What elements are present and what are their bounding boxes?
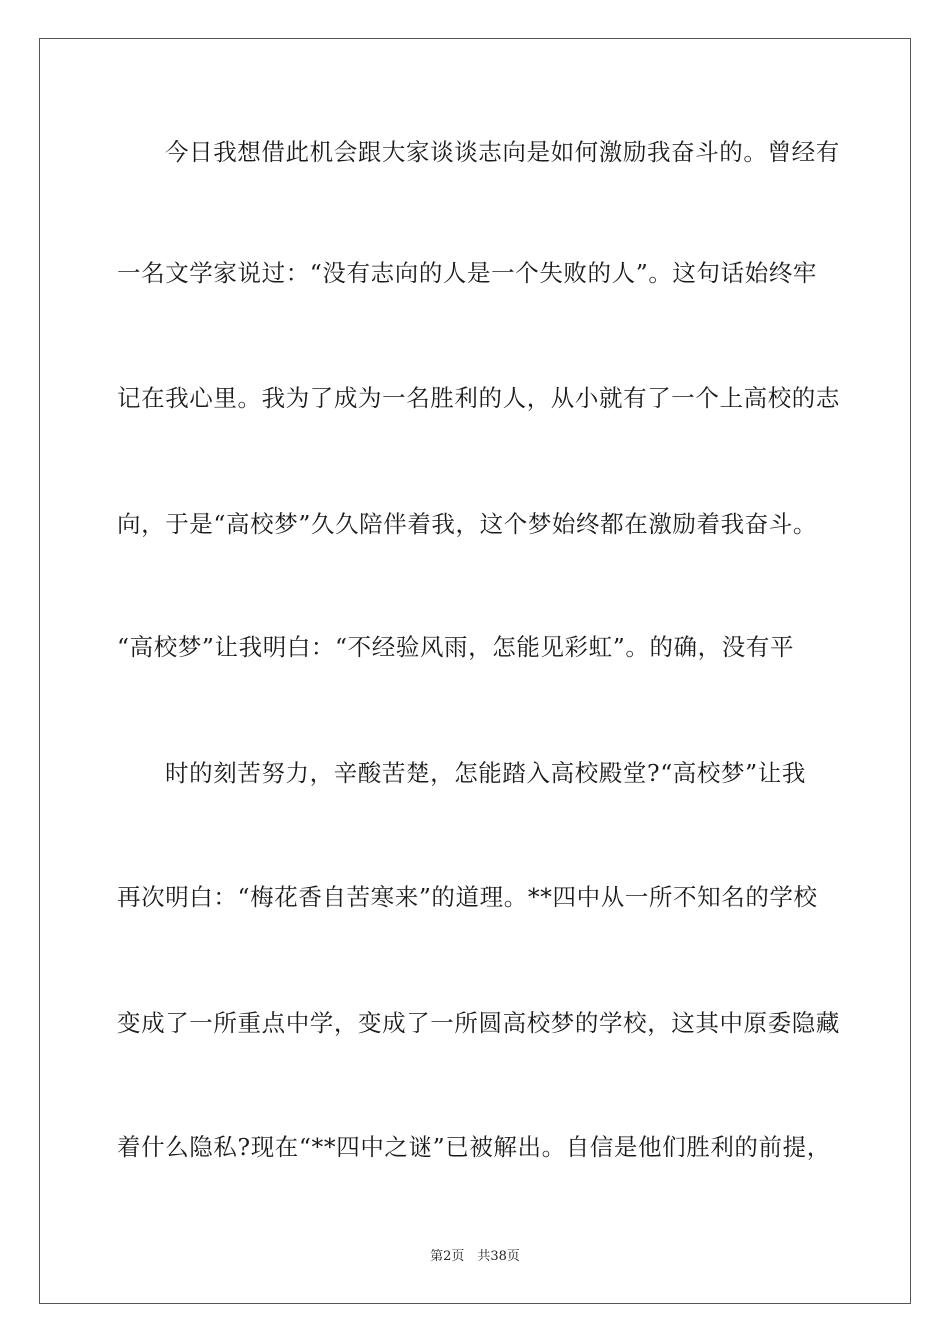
- text-line-5: “高校梦”让我明白：“不经验风雨，怎能见彩虹”。的确，没有平: [117, 633, 795, 661]
- text-line-4: 向，于是“高校梦”久久陪伴着我，这个梦始终都在激励着我奋斗。: [117, 510, 818, 538]
- text-line-8: 变成了一所重点中学，变成了一所圆高校梦的学校，这其中原委隐藏: [117, 1009, 840, 1037]
- text-line-7: 再次明白：“梅花香自苦寒来”的道理。**四中从一所不知名的学校: [117, 883, 818, 911]
- page-border: [39, 38, 911, 1304]
- text-line-1: 今日我想借此机会跟大家谈谈志向是如何激励我奋斗的。曾经有: [165, 138, 840, 166]
- text-line-6: 时的刻苦努力，辛酸苦楚，怎能踏入高校殿堂?“高校梦”让我: [165, 759, 806, 787]
- text-line-3: 记在我心里。我为了成为一名胜利的人，从小就有了一个上高校的志: [117, 384, 840, 412]
- text-line-9: 着什么隐私?现在“**四中之谜”已被解出。自信是他们胜利的前提，: [117, 1133, 831, 1161]
- text-line-2: 一名文学家说过：“没有志向的人是一个失败的人”。这句话始终牢: [117, 259, 818, 287]
- page-number-footer: 第2页 共38页: [430, 1249, 520, 1264]
